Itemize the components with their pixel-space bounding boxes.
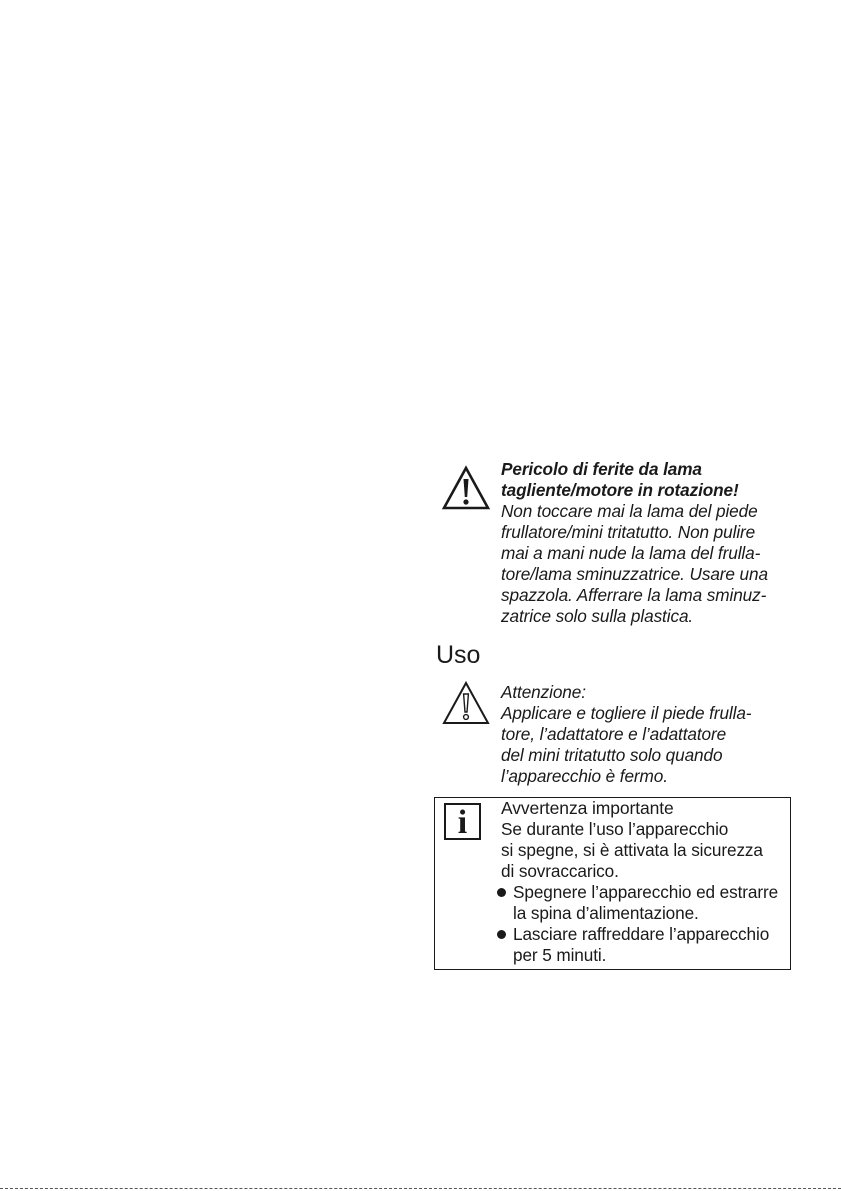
list-item-line: Spegnere l’apparecchio ed estrarre — [513, 882, 779, 902]
list-item — [497, 924, 787, 966]
important-notice-title: Avvertenza importante — [501, 798, 674, 818]
section-heading-uso: Uso — [436, 641, 481, 669]
blade-warning-body — [501, 501, 801, 627]
caution-body — [501, 703, 801, 787]
warning-triangle-icon — [441, 465, 491, 511]
body-line: Applicare e togliere il piede frulla- — [501, 703, 752, 723]
blade-warning-text — [501, 459, 801, 627]
list-item-line: Lasciare raffreddare l’apparecchio — [513, 924, 770, 944]
body-line: frullatore/mini tritatutto. Non pulire — [501, 522, 756, 542]
paragraph-line: si spegne, si è attivata la sicurezza — [501, 840, 763, 860]
body-line: tore/lama sminuzzatrice. Usare una — [501, 564, 768, 584]
blade-warning-title — [501, 459, 801, 501]
caution-triangle-icon — [441, 680, 491, 726]
important-notice-paragraph — [501, 819, 787, 882]
body-line: spazzola. Afferrare la lama sminuz- — [501, 585, 767, 605]
important-notice-text — [501, 798, 787, 966]
caution-title: Attenzione: — [501, 682, 586, 702]
title-line: Pericolo di ferite da lama — [501, 459, 702, 479]
list-item-line: per 5 minuti. — [513, 945, 607, 965]
body-line: mai a mani nude la lama del frulla- — [501, 543, 761, 563]
instruction-list — [501, 882, 787, 966]
list-item-line: la spina d’alimentazione. — [513, 903, 699, 923]
important-notice-box — [434, 797, 791, 970]
paragraph-line: di sovraccarico. — [501, 861, 619, 881]
caution-text — [501, 682, 801, 787]
title-line: tagliente/motore in rotazione! — [501, 480, 739, 500]
paragraph-line: Se durante l’uso l’apparecchio — [501, 819, 729, 839]
body-line: zatrice solo sulla plastica. — [501, 606, 694, 626]
body-line: del mini tritatutto solo quando — [501, 745, 723, 765]
bullet-icon — [497, 888, 506, 897]
bullet-icon — [497, 930, 506, 939]
page-bottom-divider — [0, 1188, 841, 1189]
info-icon: i — [444, 803, 481, 840]
body-line: l’apparecchio è fermo. — [501, 766, 668, 786]
body-line: tore, l’adattatore e l’adattatore — [501, 724, 727, 744]
list-item — [497, 882, 787, 924]
body-line: Non toccare mai la lama del piede — [501, 501, 758, 521]
